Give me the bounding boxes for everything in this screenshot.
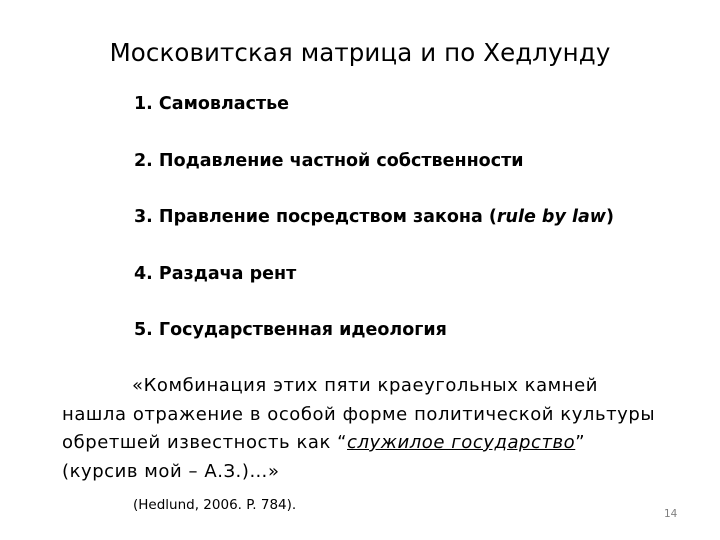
list-item-text: 4. Раздача рент [134,263,297,284]
page-number: 14 [664,508,678,520]
list-item [134,147,614,204]
quote-emphasis: служилое государство [347,432,576,453]
quote-text: обретшей известность как “ [62,432,348,453]
list-item [134,90,614,147]
citation: (Hedlund, 2006. P. 784). [133,497,297,513]
list-item [134,316,614,373]
list-item-text: 5. Государственная идеология [134,320,447,340]
quote-line: (курсив мой – А.З.)…» [62,460,280,482]
list-item-text: 2. Подавление частной собственности [134,150,524,171]
quote-line: «Комбинация этих пяти краеугольных камней [132,375,598,396]
quote-text: ” [575,432,586,453]
list-item-text: 1. Самовластье [134,94,290,114]
list-item-text-end: ) [605,207,614,227]
quote-line: нашла отражение в особой форме политической культуры [62,403,656,425]
list-item-italic-text: rule by law [496,207,606,227]
list-item [134,260,614,317]
quote-block [62,372,712,486]
list-item-text: 3. Правление посредством закона ( [134,207,497,227]
quote-line [62,429,712,458]
feature-list [134,90,614,373]
list-item [134,203,614,260]
slide-title: Московитская матрица и по Хедлунду [109,38,611,67]
